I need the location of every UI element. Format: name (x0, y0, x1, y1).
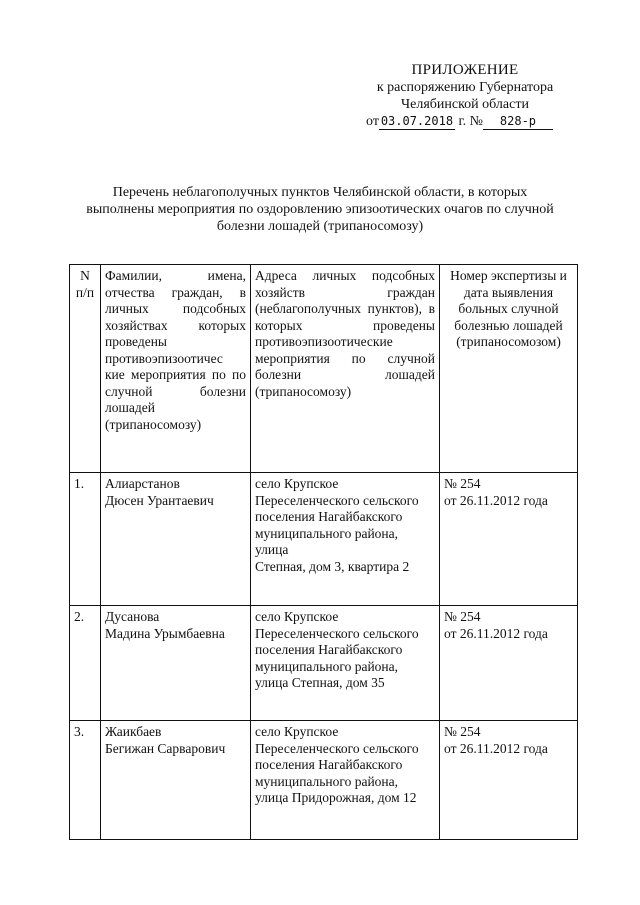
table-header-row (70, 265, 578, 473)
appendix-line-2: Челябинской области (401, 97, 529, 112)
row-num: 2. (70, 606, 101, 721)
header-expertise: Номер экспертизы и дата выявления больных случной болезнью лошадей (трипаносомозом) (440, 265, 578, 473)
decree-date: 03.07.2018 (380, 114, 454, 128)
title-line: болезни лошадей (трипаносомозу) (216, 219, 424, 234)
table-row (70, 473, 578, 606)
appendix-block (360, 62, 570, 113)
decree-year-suffix: г. № (458, 114, 483, 129)
row-expertise: № 254 от 26.11.2012 года (440, 721, 578, 840)
appendix-line-1: к распоряжению Губернатора (376, 80, 554, 95)
row-address: село Крупское Переселенческого сельского поселения Нагайбакского муниципального района, улица Придорожная, дом 12 (251, 721, 440, 840)
table-row (70, 721, 578, 840)
row-name: Дусанова Мадина Урымбаевна (101, 606, 251, 721)
header-num: N п/п (70, 265, 101, 473)
row-expertise: № 254 от 26.11.2012 года (440, 606, 578, 721)
row-address: село Крупское Переселенческого сельского поселения Нагайбакского муниципального района, улица Степная, дом 35 (251, 606, 440, 721)
row-name: Алиарстанов Дюсен Урантаевич (101, 473, 251, 606)
title-line: Перечень неблагополучных пунктов Челябинской области, в которых (112, 185, 528, 200)
row-num: 1. (70, 473, 101, 606)
document-title (60, 184, 580, 235)
row-expertise: № 254 от 26.11.2012 года (440, 473, 578, 606)
decree-reference (366, 113, 576, 130)
decree-number: 828-р (483, 114, 553, 130)
row-num: 3. (70, 721, 101, 840)
row-name: Жаикбаев Бегижан Сарварович (101, 721, 251, 840)
decree-prefix: от (366, 114, 379, 129)
appendix-heading: ПРИЛОЖЕНИЕ (411, 62, 519, 78)
header-names: Фамилии, имена, отчества граждан, в личных подсобных хозяйствах которых проведены противоэпизоотичес кие мероприятия по по случной болезни лошадей (трипаносомозу) (101, 265, 251, 473)
farms-table (69, 264, 578, 840)
table-row (70, 606, 578, 721)
header-address: Адреса личных подсобных хозяйств граждан (неблагополучных пунктов), в которых проведены противоэпизоотические мероприятия по случной болезни лошадей (трипаносомозу) (251, 265, 440, 473)
title-line: выполнены мероприятия по оздоровлению эпизоотических очагов по случной (86, 202, 554, 217)
row-address: село Крупское Переселенческого сельского поселения Нагайбакского муниципального района, улица Степная, дом 3, квартира 2 (251, 473, 440, 606)
